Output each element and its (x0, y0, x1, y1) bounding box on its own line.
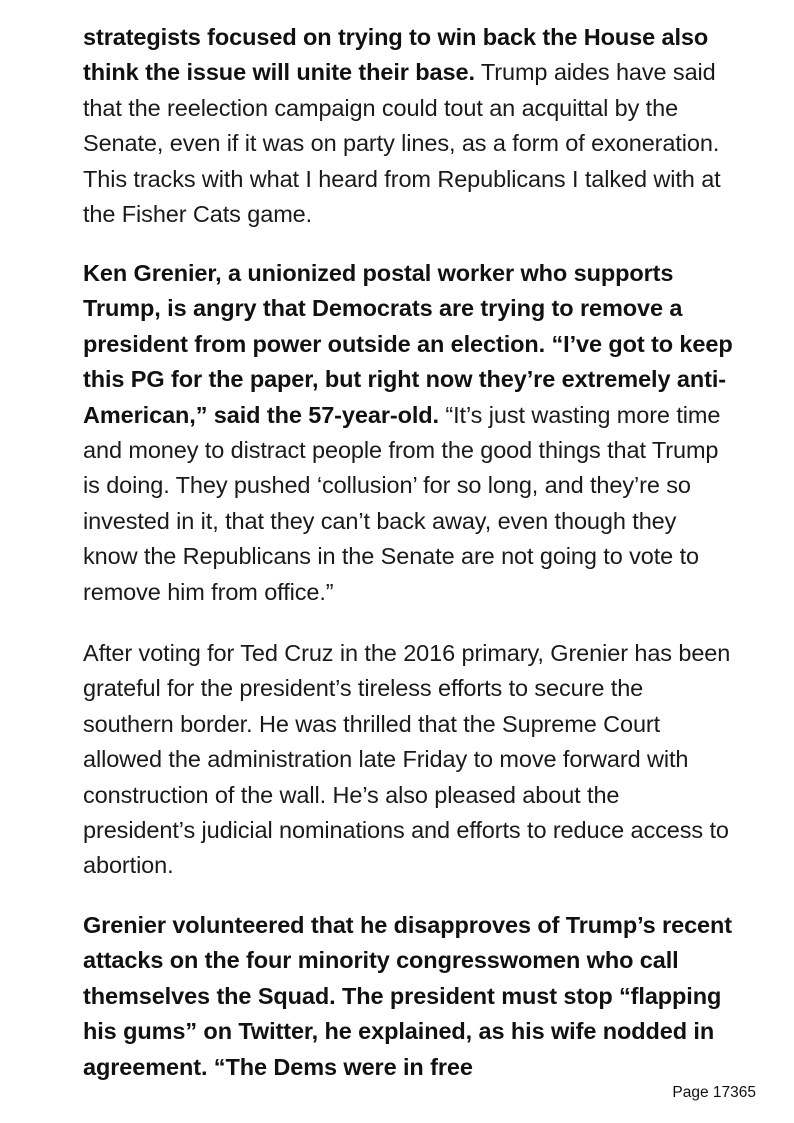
paragraph-2 (83, 256, 733, 610)
paragraph-3-text: After voting for Ted Cruz in the 2016 primary, Grenier has been grateful for the president’s tireless efforts to secure the southern border. He was thrilled that the Supreme Court allowed the administration late Friday to move forward with construction of the wall. He’s also pleased about the president’s judicial nominations and efforts to reduce access to abortion. (83, 640, 731, 879)
paragraph-2-text: “It’s just wasting more time and money to distract people from the good things that Trump is doing. They pushed ‘collusion’ for so long, and they’re so invested in it, that they can’t back away, even though they know the Republicans in the Senate are not going to vote to remove him from office.” (83, 401, 721, 605)
paragraph-1 (83, 20, 733, 232)
paragraph-1-bold: strategists focused on trying to win back the House also think the issue will unite their base. (83, 24, 709, 86)
paragraph-4 (83, 908, 733, 1085)
paragraph-4-bold: Grenier volunteered that he disapproves of Trump’s recent attacks on the four minority congresswomen who call themselves the Squad. The president must stop “flapping his gums” on Twitter, he explained, as his wife nodded in agreement. “The Dems were in free (83, 912, 732, 1080)
paragraph-2-bold: Ken Grenier, a unionized postal worker who supports Trump, is angry that Democrats are trying to remove a president from power outside an election. “I’ve got to keep this PG for the paper, but right now they’re extremely anti-American,” said the 57-year-old. (83, 260, 733, 428)
paragraph-3 (83, 636, 733, 884)
paragraph-1-text: Trump aides have said that the reelection campaign could tout an acquittal by the Senate, even if it was on party lines, as a form of exoneration. This tracks with what I heard from Republicans I talked with at the Fisher Cats game. (83, 59, 721, 228)
page-number: Page 17365 (672, 1084, 756, 1101)
